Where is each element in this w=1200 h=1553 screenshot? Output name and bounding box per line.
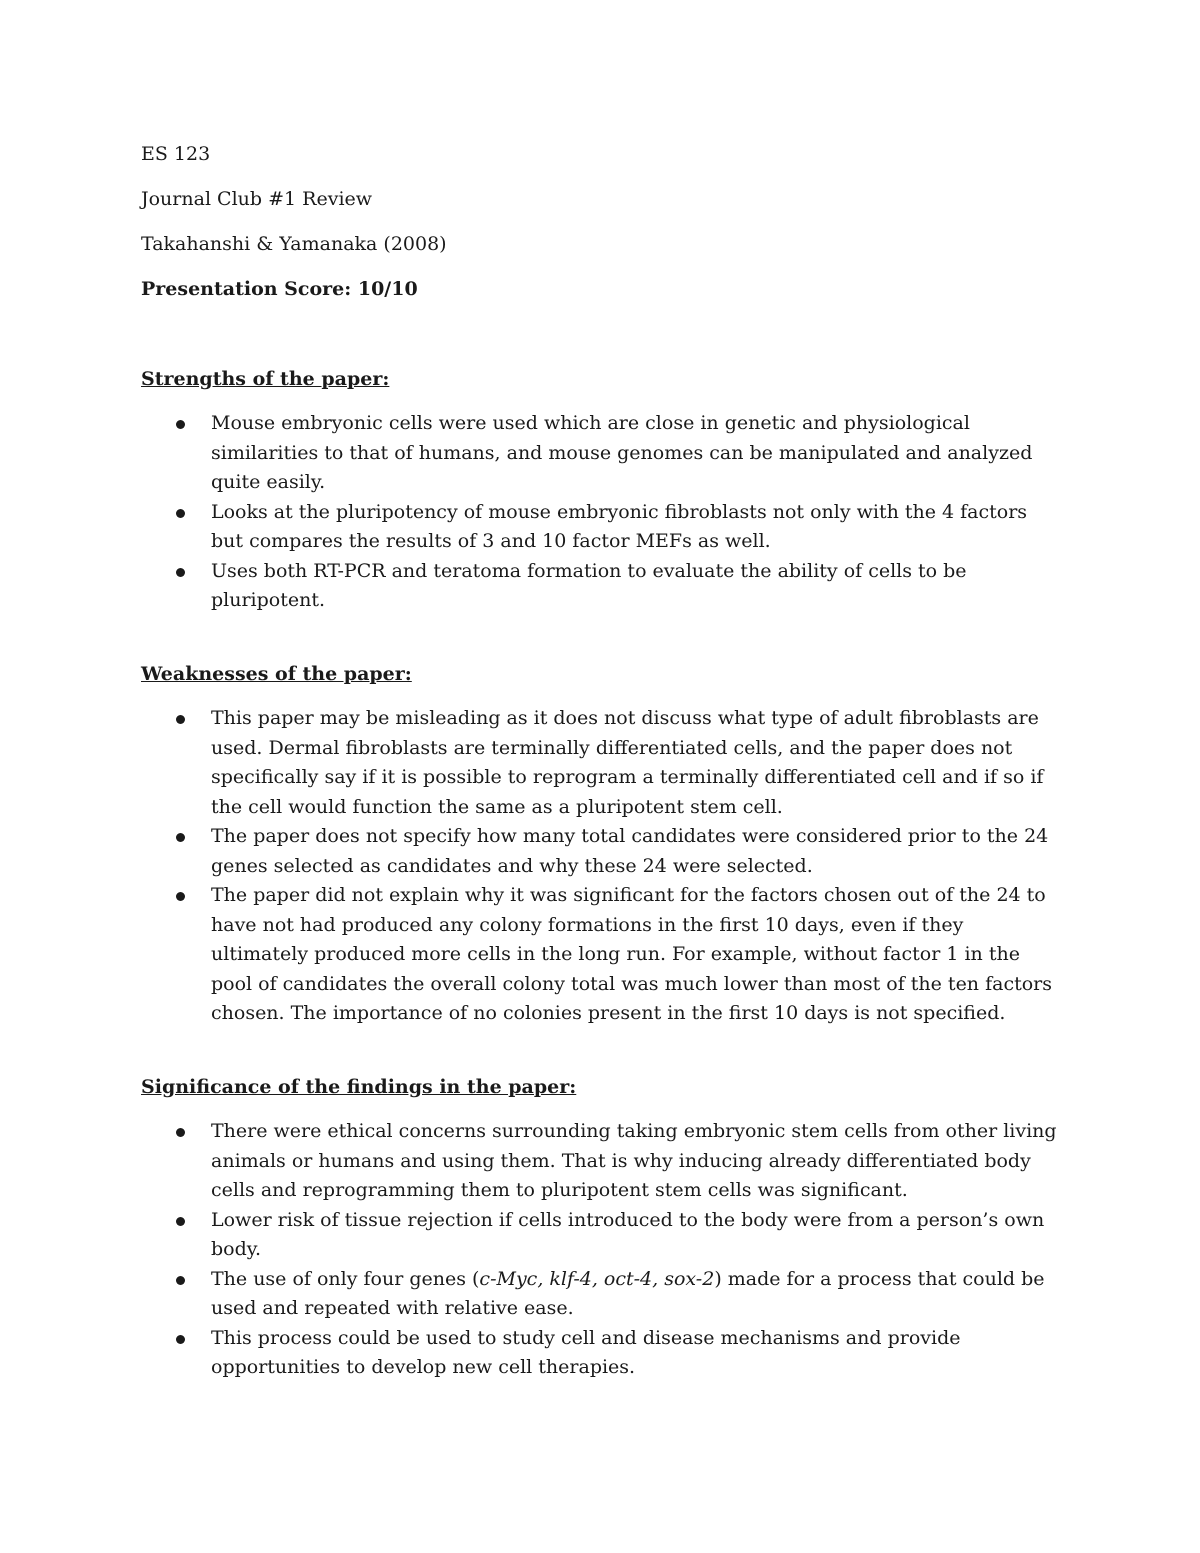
weaknesses-list xyxy=(141,704,1061,1029)
list-item-text: The paper does not specify how many total candidates were considered prior to the 24 genes selected as candidates and why these 24 were selected. xyxy=(211,825,1049,877)
document-title: Journal Club #1 Review xyxy=(141,188,373,210)
list-item xyxy=(141,881,1061,1029)
list-item-text-after: ) made for a process that could be used and repeated with relative ease. xyxy=(211,1267,1045,1319)
list-item xyxy=(141,822,1061,881)
bullet-icon xyxy=(176,1128,185,1137)
list-item-text: This paper may be misleading as it does not discuss what type of adult fibroblasts are used. Dermal fibroblasts are terminally differentiated cells, and the paper does not specifically say if it is possible to reprogram a terminally differentiated cell and if so if the cell would function the same as a pluripotent stem cell. xyxy=(211,707,1044,818)
list-item xyxy=(141,557,1061,616)
list-item-text: There were ethical concerns surrounding taking embryonic stem cells from other living animals or humans and using them. That is why inducing already differentiated body cells and reprogramming them to pluripotent stem cells was significant. xyxy=(211,1120,1057,1201)
list-item xyxy=(141,409,1061,498)
gene-names: c-Myc, klf-4, oct-4, sox-2 xyxy=(479,1267,715,1290)
significance-heading: Significance of the findings in the paper: xyxy=(141,1075,577,1098)
weaknesses-section xyxy=(141,660,1061,1029)
citation: Takahanshi & Yamanaka (2008) xyxy=(141,233,447,255)
list-item xyxy=(141,1265,1061,1324)
list-item-text: The paper did not explain why it was significant for the factors chosen out of the 24 to have not had produced any colony formations in the first 10 days, even if they ultimately produced more cells in the long run. For example, without factor 1 in the pool of candidates the overall colony total was much lower than most of the ten factors chosen. The importance of no colonies present in the first 10 days is not specified. xyxy=(211,884,1052,1024)
bullet-icon xyxy=(176,1335,185,1344)
bullet-icon xyxy=(176,509,185,518)
bullet-icon xyxy=(176,715,185,724)
list-item-text-before: The use of only four genes ( xyxy=(211,1267,480,1290)
presentation-score: Presentation Score: 10/10 xyxy=(141,278,418,300)
bullet-icon xyxy=(176,1217,185,1226)
bullet-icon xyxy=(176,420,185,429)
list-item xyxy=(141,704,1061,822)
list-item xyxy=(141,1117,1061,1206)
bullet-icon xyxy=(176,833,185,842)
bullet-icon xyxy=(176,1276,185,1285)
list-item-text: Uses both RT-PCR and teratoma formation to evaluate the ability of cells to be pluripotent. xyxy=(211,559,967,611)
list-item xyxy=(141,1324,1061,1383)
list-item-text: Looks at the pluripotency of mouse embryonic fibroblasts not only with the 4 factors but compares the results of 3 and 10 factor MEFs as well. xyxy=(211,500,1028,552)
course-code: ES 123 xyxy=(141,143,211,165)
list-item xyxy=(141,498,1061,557)
strengths-heading: Strengths of the paper: xyxy=(141,367,390,390)
list-item-text: Mouse embryonic cells were used which are close in genetic and physiological similarities to that of humans, and mouse genomes can be manipulated and analyzed quite easily. xyxy=(211,412,1033,493)
list-item-text: This process could be used to study cell and disease mechanisms and provide opportunities to develop new cell therapies. xyxy=(211,1326,961,1378)
strengths-list xyxy=(141,409,1061,616)
weaknesses-heading: Weaknesses of the paper: xyxy=(141,662,412,685)
list-item-text: Lower risk of tissue rejection if cells introduced to the body were from a person’s own body. xyxy=(211,1208,1045,1260)
significance-list xyxy=(141,1117,1061,1383)
document-page xyxy=(141,140,1061,1383)
strengths-section xyxy=(141,365,1061,616)
bullet-icon xyxy=(176,892,185,901)
significance-section xyxy=(141,1073,1061,1383)
bullet-icon xyxy=(176,568,185,577)
list-item xyxy=(141,1206,1061,1265)
